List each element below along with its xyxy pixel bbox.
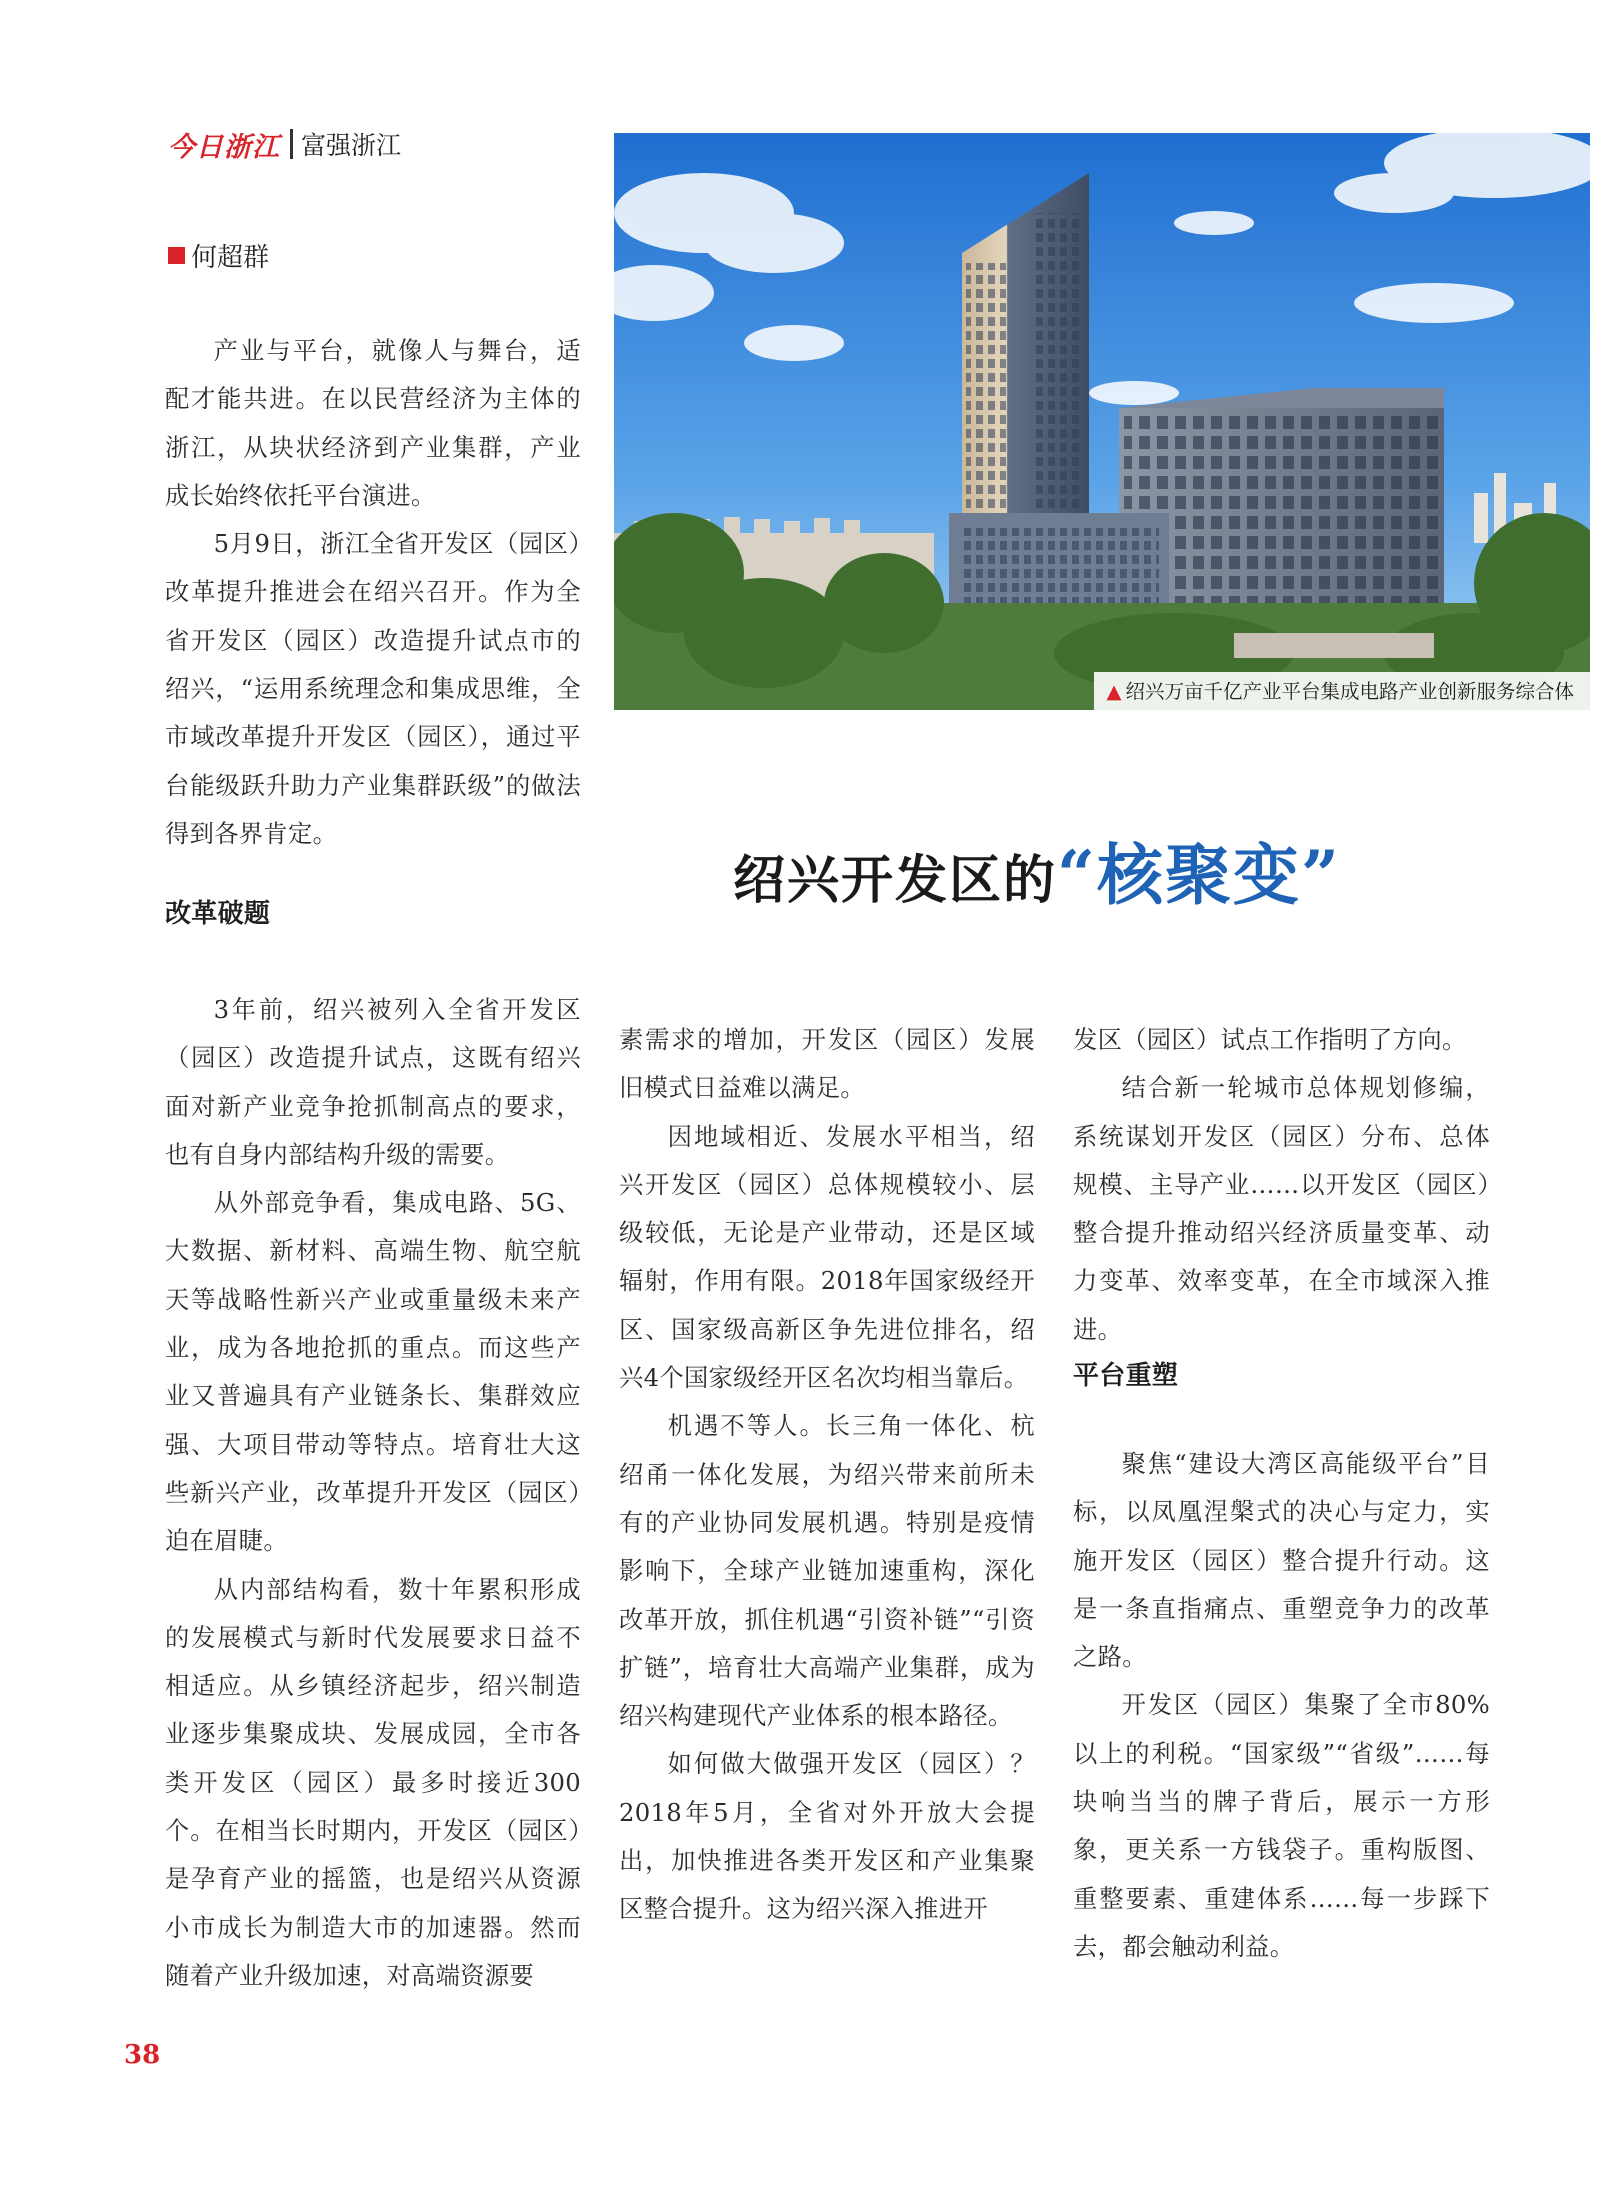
red-square-icon — [168, 247, 185, 264]
body-paragraph: 素需求的增加，开发区（园区）发展旧模式日益难以满足。 — [619, 1025, 1035, 1103]
magazine-logo: 今日浙江 — [168, 131, 280, 163]
section-heading-block — [1073, 1352, 1490, 1400]
building-illustration — [614, 133, 1590, 710]
caption-triangle-icon: ▲ — [1106, 680, 1122, 703]
article-photo — [614, 133, 1590, 710]
header-divider — [290, 129, 293, 159]
body-paragraph: 因地域相近、发展水平相当，绍兴开发区（园区）总体规模较小、层级较低，无论是产业带动，还是区域辐射，作用有限。2018年国家级经开区、国家级高新区争先进位排名，绍兴4个国家级经开区名次均相当靠后。 — [619, 1121, 1035, 1393]
intro-paragraph: 产业与平台，就像人与舞台，适配才能共进。在以民营经济为主体的浙江，从块状经济到产业集群，产业成长始终依托平台演进。 — [165, 336, 581, 510]
column-3-lower — [1073, 1440, 1490, 1971]
body-paragraph: 如何做大做强开发区（园区）？2018年5月，全省对外开放大会提出，加快推进各类开发区和产业集聚区整合提升。这为绍兴深入推进开 — [619, 1749, 1035, 1924]
body-paragraph: 聚焦“建设大湾区高能级平台”目标，以凤凰涅槃式的决心与定力，实施开发区（园区）整合提升行动。这是一条直指痛点、重塑竞争力的改革之路。 — [1073, 1449, 1490, 1672]
magazine-header — [168, 124, 401, 164]
page-number: 38 — [124, 2040, 161, 2070]
title-highlight: “核聚变” — [1057, 836, 1341, 914]
section-heading-block — [165, 890, 581, 938]
section-heading: 平台重塑 — [1073, 1361, 1179, 1391]
section-label: 富强浙江 — [301, 131, 402, 160]
body-paragraph: 3年前，绍兴被列入全省开发区（园区）改造提升试点，这既有绍兴面对新产业竞争抢抓制高点的要求，也有自身内部结构升级的需要。 — [165, 995, 581, 1169]
body-paragraph: 从内部结构看，数十年累积形成的发展模式与新时代发展要求日益不相适应。从乡镇经济起步，绍兴制造业逐步集聚成块、发展成园，全市各类开发区（园区）最多时接近300个。在相当长时期内，开发区（园区）是孕育产业的摇篮，也是绍兴从资源小市成长为制造大市的加速器。然而随着产业升级加速，对高端资源要 — [165, 1574, 581, 1990]
author-name: 何超群 — [191, 243, 270, 273]
body-paragraph: 开发区（园区）集聚了全市80%以上的利税。“国家级”“省级”……每块响当当的牌子背后，展示一方形象，更关系一方钱袋子。重构版图、重整要素、重建体系……每一步踩下去，都会触动利益。 — [1073, 1690, 1490, 1961]
body-paragraph: 从外部竞争看，集成电路、5G、大数据、新材料、高端生物、航空航天等战略性新兴产业或重量级未来产业，成为各地抢抓的重点。而这些产业又普遍具有产业链条长、集群效应强、大项目带动等特点。培育壮大这些新兴产业，改革提升开发区（园区）迫在眉睫。 — [165, 1188, 581, 1556]
body-paragraph: 发区（园区）试点工作指明了方向。 — [1073, 1025, 1467, 1054]
section-heading: 改革破题 — [165, 899, 271, 929]
author-byline — [168, 237, 269, 274]
intro-column — [165, 327, 581, 858]
title-main: 绍兴开发区的 — [733, 850, 1058, 911]
column-3 — [1073, 1016, 1490, 1354]
article-title — [733, 822, 1341, 917]
intro-paragraph: 5月9日，浙江全省开发区（园区）改革提升推进会在绍兴召开。作为全省开发区（园区）改造提升试点市的绍兴，“运用系统理念和集成思维，全市域改革提升开发区（园区），通过平台能级跃升助力产业集群跃级”的做法得到各界肯定。 — [165, 529, 581, 848]
column-1 — [165, 986, 581, 2000]
column-2 — [619, 1016, 1035, 1934]
photo-caption — [1094, 672, 1590, 710]
body-paragraph: 机遇不等人。长三角一体化、杭绍甬一体化发展，为绍兴带来前所未有的产业协同发展机遇。特别是疫情影响下，全球产业链加速重构，深化改革开放，抓住机遇“引资补链”“引资扩链”，培育壮大高端产业集群，成为绍兴构建现代产业体系的根本路径。 — [619, 1411, 1035, 1731]
caption-text: 绍兴万亩千亿产业平台集成电路产业创新服务综合体 — [1125, 680, 1574, 703]
body-paragraph: 结合新一轮城市总体规划修编，系统谋划开发区（园区）分布、总体规模、主导产业……以开发区（园区）整合提升推动绍兴经济质量变革、动力变革、效率变革，在全市域深入推进。 — [1073, 1073, 1490, 1344]
